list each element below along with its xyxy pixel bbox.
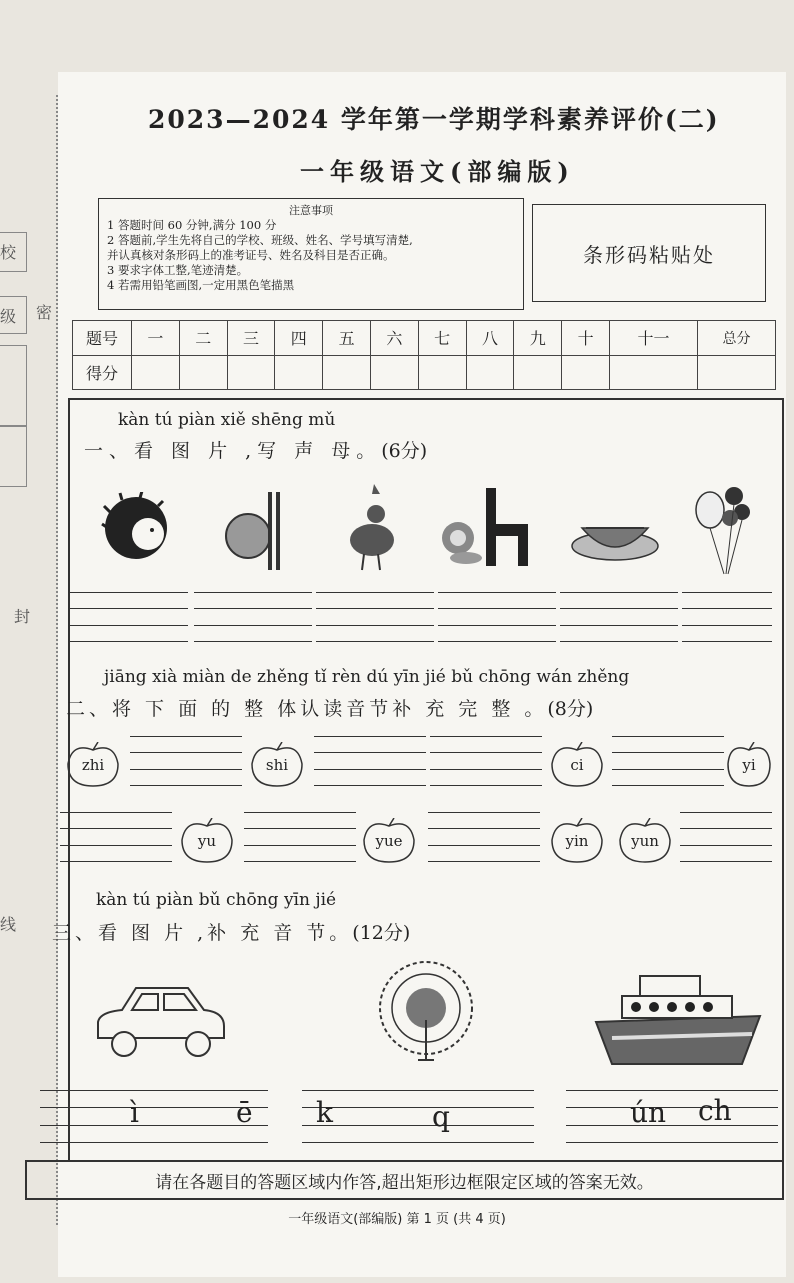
apple-label: yu: [197, 832, 217, 850]
barcode-area: 条形码粘贴处: [532, 204, 766, 302]
q2-pinyin: jiāng xià miàn de zhěng tǐ rèn dú yīn jié bǔ chōng wán zhěng: [104, 667, 630, 687]
q3-syllable: q: [432, 1100, 450, 1133]
score-col-header: 十一: [609, 321, 697, 356]
apple-syllable: [548, 742, 606, 788]
apple-syllable: [616, 818, 674, 864]
score-col-header: 九: [514, 321, 562, 356]
q2-writing-grid[interactable]: [60, 812, 172, 862]
q1-writing-grid[interactable]: [560, 592, 678, 642]
q3-writing-line[interactable]: [566, 1090, 778, 1144]
q2-score: (8分): [547, 698, 594, 720]
score-cell[interactable]: [418, 355, 466, 390]
notice-box: [98, 198, 524, 310]
notice-item: 3 要求字体工整,笔迹清楚。: [107, 263, 249, 277]
q2-writing-grid[interactable]: [428, 812, 540, 862]
score-col-header: 三: [227, 321, 275, 356]
q3-syllable: ch: [698, 1094, 732, 1127]
q1-writing-grid[interactable]: [438, 592, 556, 642]
margin-char-seal-2: 封: [14, 607, 31, 626]
lion-icon: [432, 484, 536, 568]
chicken-icon: [344, 480, 400, 574]
notice-title: 注意事项: [289, 204, 333, 217]
notice-item: 1 答题时间 60 分钟,满分 100 分: [107, 218, 277, 232]
balloon-icon: [694, 482, 754, 576]
score-cell[interactable]: [227, 355, 275, 390]
q3-syllable: k: [316, 1096, 333, 1129]
watermelon-icon: [570, 506, 660, 564]
q2-writing-grid[interactable]: [612, 736, 724, 786]
q3-writing-line[interactable]: [40, 1090, 268, 1144]
q1-writing-grid[interactable]: [682, 592, 772, 642]
apple-label: yi: [742, 756, 756, 774]
apple-label: yun: [631, 832, 659, 850]
score-col-header-total: 总分: [697, 321, 775, 356]
peacock-icon: [374, 960, 478, 1070]
q2-title-text: 二、将 下 面 的 整 体认读音节补 充 完 整 。: [66, 698, 548, 720]
q3-syllable: ē: [236, 1096, 253, 1129]
score-col-header: 六: [370, 321, 418, 356]
score-cell[interactable]: [697, 355, 775, 390]
car-icon: [92, 982, 228, 1062]
score-col-header: 二: [179, 321, 227, 356]
q1-writing-grid[interactable]: [70, 592, 188, 642]
margin-char-seal-1: 密: [36, 303, 53, 322]
q1-writing-grid[interactable]: [316, 592, 434, 642]
score-col-header: 十: [562, 321, 610, 356]
q2-writing-grid[interactable]: [244, 812, 356, 862]
q1-title: [84, 436, 427, 463]
drum-icon: [222, 488, 286, 572]
score-cell[interactable]: [370, 355, 418, 390]
score-cell[interactable]: [323, 355, 371, 390]
score-col-header: 四: [275, 321, 323, 356]
binding-dotted-line: [56, 95, 58, 1225]
q2-title: [66, 694, 593, 721]
answer-area-notice: 请在各题目的答题区域内作答,超出矩形边框限定区域的答案无效。: [25, 1160, 784, 1200]
notice-item: 4 若需用铅笔画图,一定用黑色笔描黑: [107, 278, 295, 292]
score-cell[interactable]: [275, 355, 323, 390]
exam-subtitle: 一年级语文(部编版): [300, 157, 575, 186]
score-cell[interactable]: [514, 355, 562, 390]
score-row-label: 得分: [73, 355, 132, 390]
apple-label: ci: [570, 756, 584, 774]
q2-writing-grid[interactable]: [680, 812, 772, 862]
margin-box-name: [0, 345, 27, 427]
score-row-label: 题号: [73, 321, 132, 356]
exam-title: 2023—2024 学年第一学期学科素养评价(二): [148, 105, 720, 134]
score-cell[interactable]: [132, 355, 180, 390]
score-col-header: 五: [323, 321, 371, 356]
page-footer: 一年级语文(部编版) 第 1 页 (共 4 页): [288, 1212, 506, 1227]
apple-label: shi: [265, 756, 289, 774]
q1-writing-grid[interactable]: [194, 592, 312, 642]
q3-writing-line[interactable]: [302, 1090, 534, 1144]
margin-char-line: 线: [0, 915, 17, 934]
score-cell[interactable]: [466, 355, 514, 390]
q3-title-text: 三、看 图 片 ,补 充 音 节。: [52, 922, 353, 944]
apple-label: yin: [565, 832, 589, 850]
q3-pinyin: kàn tú piàn bǔ chōng yīn jié: [96, 890, 337, 910]
q3-score: (12分): [352, 922, 411, 944]
apple-syllable: [178, 818, 236, 864]
apple-label: yue: [375, 832, 403, 850]
apple-syllable: [726, 742, 772, 788]
margin-char-class: 级: [0, 307, 17, 326]
notice-item: 并认真核对条形码上的准考证号、姓名及科目是否正确。: [107, 248, 395, 262]
score-cell[interactable]: [609, 355, 697, 390]
apple-syllable: [360, 818, 418, 864]
notice-item: 2 答题前,学生先将自己的学校、班级、姓名、学号填写清楚,: [107, 233, 413, 247]
q1-title-text: 一、看 图 片 ,写 声 母。: [84, 440, 382, 462]
score-col-header: 八: [466, 321, 514, 356]
score-col-header: 七: [418, 321, 466, 356]
q3-syllable: ì: [130, 1096, 139, 1129]
margin-box-number: [0, 425, 27, 487]
score-table: [72, 320, 776, 390]
apple-syllable: [64, 742, 122, 788]
apple-label: zhi: [81, 756, 105, 774]
score-cell[interactable]: [562, 355, 610, 390]
apple-syllable: [248, 742, 306, 788]
hedgehog-icon: [100, 492, 172, 564]
score-col-header: 一: [132, 321, 180, 356]
q1-pinyin: kàn tú piàn xiě shēng mǔ: [118, 410, 336, 430]
q2-writing-grid[interactable]: [314, 736, 426, 786]
q3-title: [52, 918, 410, 945]
score-cell[interactable]: [179, 355, 227, 390]
apple-syllable: [548, 818, 606, 864]
q2-writing-grid[interactable]: [130, 736, 242, 786]
q2-writing-grid[interactable]: [430, 736, 542, 786]
ship-icon: [592, 966, 764, 1068]
q3-syllable: ún: [630, 1096, 667, 1129]
margin-char-school: 校: [0, 243, 17, 262]
q1-score: (6分): [381, 440, 428, 462]
